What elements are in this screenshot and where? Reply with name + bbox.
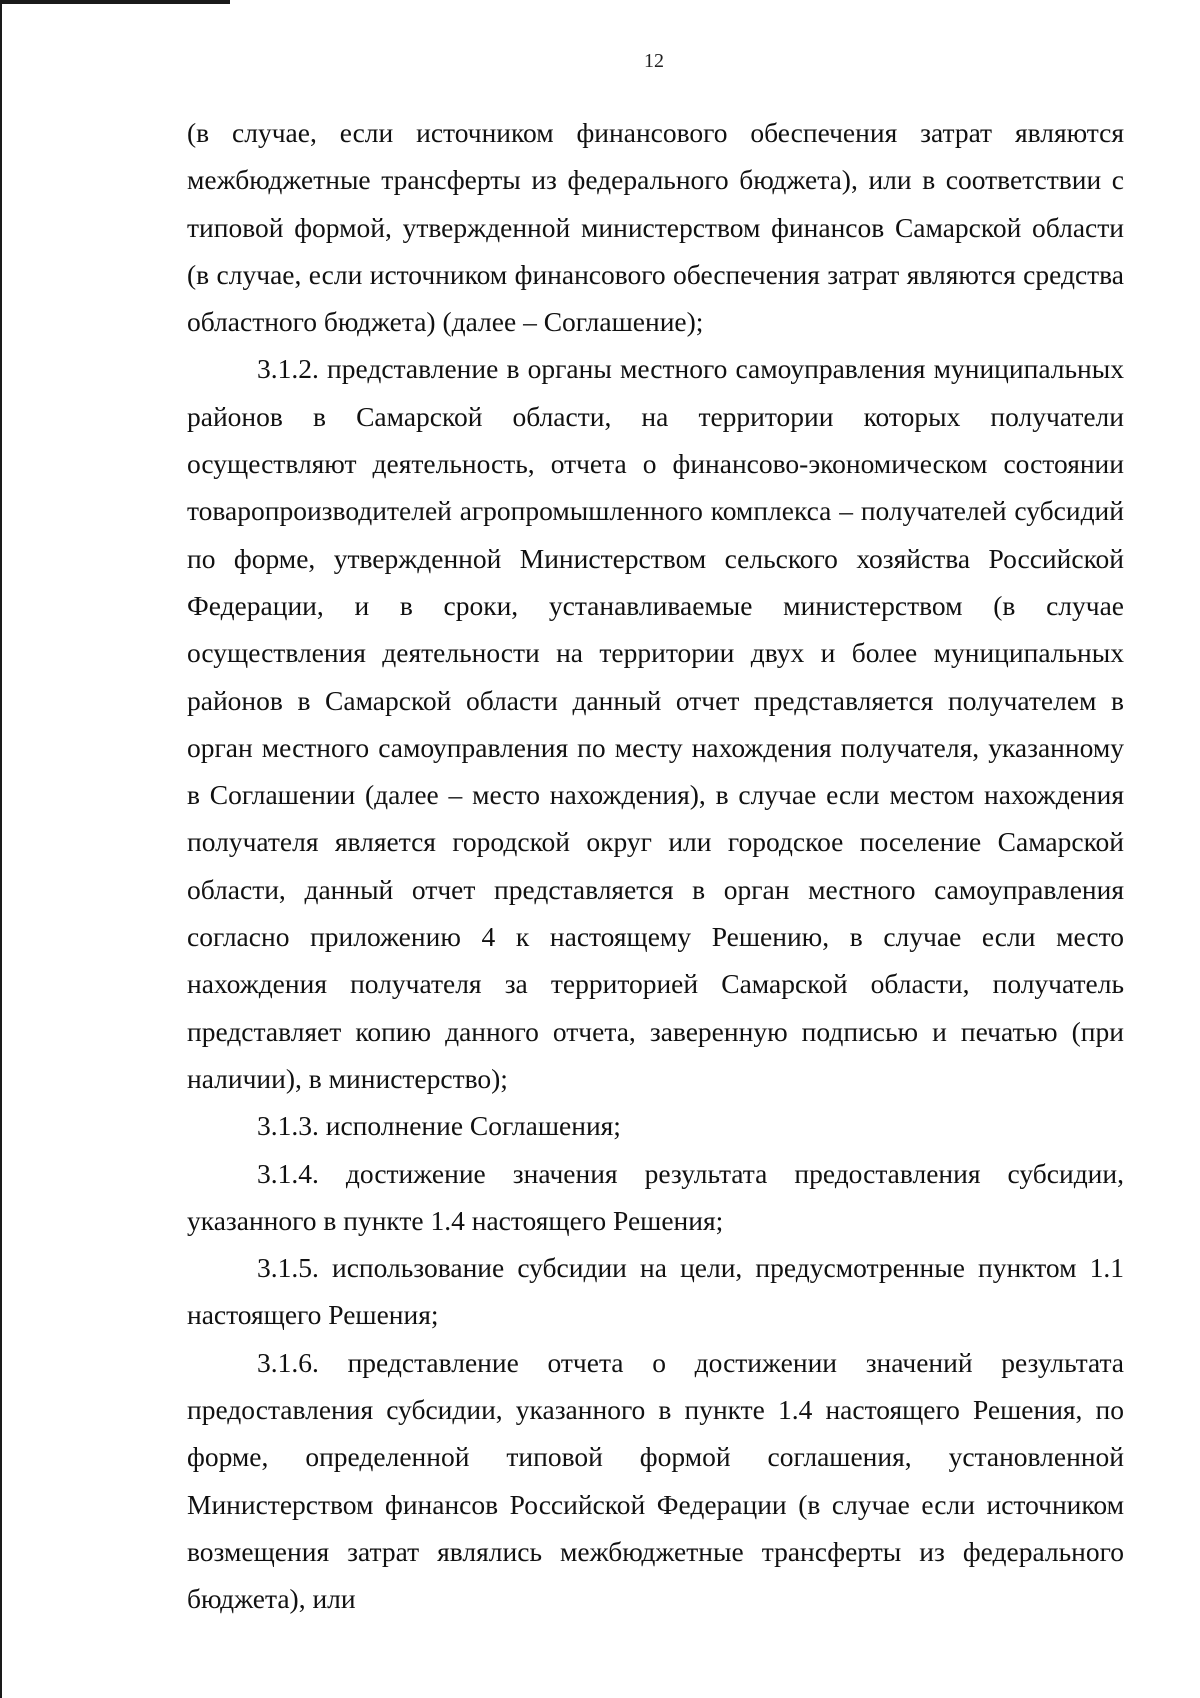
paragraph-3-1-4: 3.1.4. достижение значения результата предоставления субсидии, указанного в пункте 1.4 настоящего Решения;	[187, 1157, 1124, 1236]
document-body	[187, 109, 1124, 1623]
page-number: 12	[644, 50, 664, 72]
scan-edge-left	[0, 0, 2, 1698]
paragraph-continuation: (в случае, если источником финансового обеспечения затрат являются межбюджетные трансферты из федерального бюджета), или в соответствии с типовой формой, утвержденной министерством финансов Самарской области (в случае, если источником финансового обеспечения затрат являются средства областного бюджета) (далее – Соглашение);	[187, 117, 1124, 338]
paragraph-3-1-6: 3.1.6. представление отчета о достижении значений результата предоставления субсидии, указанного в пункте 1.4 настоящего Решения, по форме, определенной типовой формой соглашения, установленной Министерством финансов Российской Федерации (в случае если источником возмещения затрат являлись межбюджетные трансферты из федерального бюджета), или	[187, 1346, 1124, 1615]
scan-edge-top	[0, 0, 230, 4]
paragraph-3-1-2: 3.1.2. представление в органы местного самоуправления муниципальных районов в Самарской области, на территории которых получатели осуществляют деятельность, отчета о финансово-экономическом состоянии товаропроизводителей агропромышленного комплекса – получателей субсидий по форме, утвержденной Министерством сельского хозяйства Российской Федерации, и в сроки, устанавливаемые министерством (в случае осуществления деятельности на территории двух и более муниципальных районов в Самарской области данный отчет представляется получателем в орган местного самоуправления по месту нахождения получателя, указанному в Соглашении (далее – место нахождения), в случае если местом нахождения получателя является городской округ или городское поселение Самарской области, данный отчет представляется в орган местного самоуправления согласно приложению 4 к настоящему Решению, в случае если место нахождения получателя за территорией Самарской области, получатель представляет копию данного отчета, заверенную подписью и печатью (при наличии), в министерство);	[187, 353, 1124, 1094]
paragraph-3-1-5: 3.1.5. использование субсидии на цели, предусмотренные пунктом 1.1 настоящего Решения;	[187, 1252, 1124, 1331]
paragraph-3-1-3: 3.1.3. исполнение Соглашения;	[257, 1110, 621, 1142]
